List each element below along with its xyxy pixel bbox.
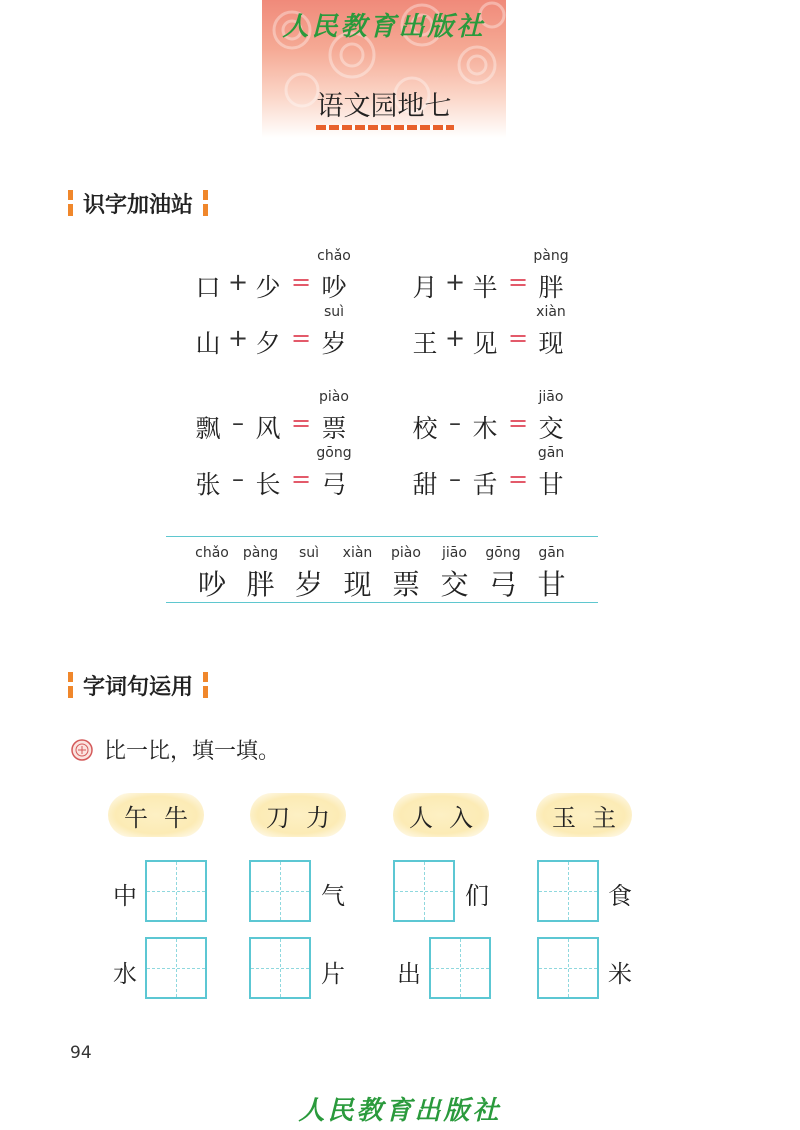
equation-operator: – xyxy=(449,465,461,493)
lesson-title: 语文园地七 xyxy=(316,91,452,122)
pinyin-label: gōng xyxy=(485,545,521,561)
review-character: 胖 xyxy=(246,568,275,601)
pinyin-label: chǎo xyxy=(317,248,351,264)
pinyin-label: piào xyxy=(391,545,421,561)
writing-grid-box[interactable] xyxy=(537,860,599,922)
equation-operand: 校 xyxy=(412,414,438,443)
char-pair-pill xyxy=(393,793,489,837)
review-character: 票 xyxy=(391,568,420,601)
pinyin-label: xiàn xyxy=(342,545,373,561)
equation-operand: 甜 xyxy=(412,470,438,499)
review-character: 现 xyxy=(343,568,372,601)
equation-operator: + xyxy=(444,268,466,296)
equation-result: 吵 xyxy=(321,273,347,302)
equals-sign: = xyxy=(507,324,529,352)
equation xyxy=(410,304,650,364)
equation-result: 岁 xyxy=(321,329,347,358)
review-character: 甘 xyxy=(537,568,566,601)
equation-result: 胖 xyxy=(538,273,564,302)
pair-char: 人 xyxy=(409,803,433,832)
section-title: 字词句运用 xyxy=(83,674,194,700)
equation-result: 甘 xyxy=(538,470,564,499)
equation-operand: 少 xyxy=(255,273,281,302)
fill-word-char: 出 xyxy=(397,960,421,988)
equation-operand: 木 xyxy=(472,414,498,443)
equals-sign: = xyxy=(507,409,529,437)
equation-result: 现 xyxy=(538,329,564,358)
review-band xyxy=(166,536,598,603)
fill-word-char: 片 xyxy=(321,960,345,988)
section-bar-left xyxy=(68,672,73,698)
pinyin-label: pàng xyxy=(242,545,279,561)
publisher-logo-top: 人民教育出版社 xyxy=(282,12,486,42)
writing-grid-box[interactable] xyxy=(145,937,207,999)
writing-grid-box[interactable] xyxy=(249,937,311,999)
pair-char: 玉 xyxy=(552,803,576,832)
fill-word-char: 米 xyxy=(608,960,632,988)
review-character: 交 xyxy=(440,568,469,601)
section-bar-left xyxy=(68,190,73,216)
equation-operator: + xyxy=(227,268,249,296)
equation-operator: + xyxy=(444,324,466,352)
equation xyxy=(193,304,433,364)
review-char xyxy=(528,537,576,603)
fill-word-char: 气 xyxy=(321,882,345,910)
equation-operand: 张 xyxy=(195,470,221,499)
equation-operand: 山 xyxy=(195,329,221,358)
section-header-literacy xyxy=(68,188,208,218)
equation-operand: 夕 xyxy=(255,329,281,358)
writing-grid-box[interactable] xyxy=(429,937,491,999)
writing-grid-box[interactable] xyxy=(249,860,311,922)
writing-grid-box[interactable] xyxy=(145,860,207,922)
char-pair-pill xyxy=(536,793,632,837)
pinyin-label: gān xyxy=(537,445,565,461)
pinyin-label: suì xyxy=(298,545,320,561)
section-title: 识字加油站 xyxy=(83,192,194,218)
section-bar-right xyxy=(203,672,208,698)
review-char xyxy=(285,537,333,603)
equals-sign: = xyxy=(507,465,529,493)
equation-operator: – xyxy=(449,409,461,437)
review-char xyxy=(237,537,285,603)
publisher-logo-bottom: 人民教育出版社 xyxy=(298,1096,502,1126)
pair-char: 午 xyxy=(124,803,148,832)
char-pair-pill xyxy=(108,793,204,837)
pinyin-label: suì xyxy=(323,304,345,320)
pair-char: 力 xyxy=(306,803,330,832)
equals-sign: = xyxy=(290,324,312,352)
equation-result: 弓 xyxy=(321,470,347,499)
equation-operator: – xyxy=(232,409,244,437)
equation-operand: 长 xyxy=(255,470,281,499)
equation-operand: 舌 xyxy=(472,470,498,499)
section-bar-right xyxy=(203,190,208,216)
equation-operator: + xyxy=(227,324,249,352)
equation-result: 交 xyxy=(538,414,564,443)
page-number: 94 xyxy=(70,1043,92,1063)
equation-operand: 口 xyxy=(195,273,221,302)
header-banner xyxy=(262,0,506,138)
pinyin-label: piào xyxy=(319,389,349,405)
title-underline xyxy=(316,125,454,130)
pinyin-label: gōng xyxy=(316,445,352,461)
review-character: 岁 xyxy=(294,568,323,601)
equation xyxy=(410,389,650,449)
review-character: 弓 xyxy=(488,568,517,601)
review-char xyxy=(382,537,430,603)
exercise-instruction xyxy=(70,734,280,765)
writing-grid-box[interactable] xyxy=(393,860,455,922)
equals-sign: = xyxy=(290,268,312,296)
section-header-usage xyxy=(68,670,208,700)
instruction-text: 比一比，填一填。 xyxy=(104,739,281,764)
char-pair-pill xyxy=(250,793,346,837)
pair-char: 牛 xyxy=(164,803,188,832)
equation-operand: 王 xyxy=(412,329,438,358)
fill-word-char: 中 xyxy=(113,882,137,910)
equals-sign: = xyxy=(507,268,529,296)
equals-sign: = xyxy=(290,409,312,437)
equation-operand: 见 xyxy=(472,329,498,358)
equation-operand: 飘 xyxy=(195,414,221,443)
equation xyxy=(410,248,650,308)
pinyin-label: jiāo xyxy=(442,545,467,561)
pinyin-label: jiāo xyxy=(538,389,564,405)
equation xyxy=(193,445,433,505)
review-char xyxy=(431,537,479,603)
review-character: 吵 xyxy=(197,568,226,601)
pinyin-label: chǎo xyxy=(195,545,229,561)
fill-word-char: 们 xyxy=(465,882,489,910)
review-char xyxy=(188,537,236,603)
equation xyxy=(410,445,650,505)
equation-operand: 风 xyxy=(255,414,281,443)
review-char xyxy=(479,537,527,603)
equation-operand: 月 xyxy=(412,273,438,302)
pinyin-label: xiàn xyxy=(536,304,566,320)
pinyin-label: pàng xyxy=(533,248,569,264)
equation-operand: 半 xyxy=(472,273,498,302)
equals-sign: = xyxy=(290,465,312,493)
equation-operator: – xyxy=(232,465,244,493)
equation xyxy=(193,248,433,308)
pair-char: 主 xyxy=(592,803,616,832)
pair-char: 入 xyxy=(449,803,473,832)
seal-icon xyxy=(70,738,94,762)
pinyin-label: gān xyxy=(538,545,565,561)
equation xyxy=(193,389,433,449)
review-char xyxy=(334,537,382,603)
pair-char: 刀 xyxy=(266,803,290,832)
equation-result: 票 xyxy=(321,414,347,443)
fill-word-char: 水 xyxy=(113,960,137,988)
fill-word-char: 食 xyxy=(608,882,632,910)
writing-grid-box[interactable] xyxy=(537,937,599,999)
